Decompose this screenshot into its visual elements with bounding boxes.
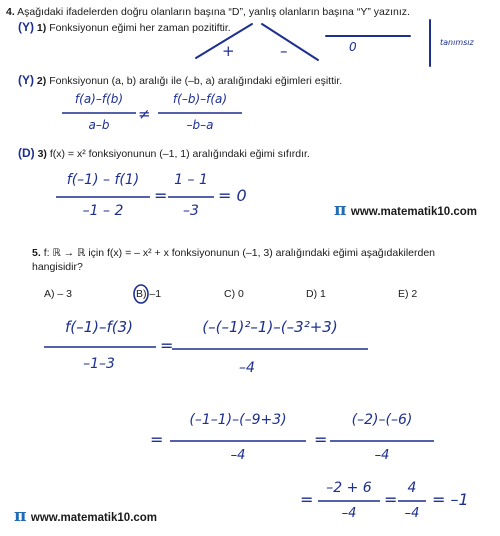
option-c: C) 0 [224, 288, 244, 300]
watermark-text: www.matematik10.com [350, 206, 478, 218]
work3-num: f(–1) – f(1) [66, 172, 140, 188]
q5-l3-num: –2 + 6 [326, 480, 372, 496]
q5-l2-eq: = [150, 430, 164, 449]
pi-logo-icon: π [334, 200, 347, 220]
work2-right-den: –b–a [186, 118, 214, 132]
q5-l3-eq2: = [384, 490, 398, 509]
answer-mark-2: (Y) [18, 73, 34, 87]
work3-den: –1 – 2 [82, 203, 124, 219]
q5-l2-num: (–1–1)–(–9+3) [189, 412, 287, 428]
q5-l2-eq2: = [314, 430, 328, 449]
q5-l3-eq: = [300, 490, 314, 509]
q5-l3-den: –4 [341, 506, 357, 521]
work2-right-num: f(–b)–f(a) [172, 92, 228, 106]
item-1-number: 1) [36, 22, 47, 34]
q5-l1-num: f(–1)–f(3) [64, 318, 134, 336]
q5-text: f: ℝ → ℝ için f(x) = – x² + x fonksiyonunun (–1, 3) aralığındaki eğimi aşağıdakilerden [43, 247, 436, 259]
answer-mark-1: (Y) [18, 20, 34, 34]
watermark-bottom [14, 506, 157, 526]
option-a: A) – 3 [44, 288, 73, 300]
item-2-text: Fonksiyonun (a, b) aralığı ile (–b, a) aralığındaki eğimleri eşittir. [49, 75, 343, 87]
label-minus: – [280, 42, 288, 60]
q5-l3-result: = –1 [432, 490, 469, 509]
q5-l3-num2: 4 [407, 480, 417, 496]
q5-l1-rhs-den: –4 [239, 360, 255, 376]
label-zero: 0 [349, 40, 357, 54]
work3-den2: –3 [183, 203, 199, 219]
pi-logo-icon-bottom: π [14, 506, 27, 526]
item-2-number: 2) [36, 75, 47, 87]
item-3-text: f(x) = x² fonksiyonunun (–1, 1) aralığındaki eğimi sıfırdır. [49, 148, 310, 160]
q5-l1-den: –1–3 [83, 356, 115, 372]
item-3-number: 3) [37, 148, 47, 160]
work2-left-num: f(a)–f(b) [74, 92, 124, 106]
q5-l2-den: –4 [230, 448, 246, 463]
watermark-text-bottom: www.matematik10.com [30, 512, 158, 524]
q5-l1-eq: = [160, 336, 174, 355]
work2-left-den: a–b [88, 118, 110, 132]
q5-number: 5. [32, 247, 41, 259]
option-d: D) 1 [306, 288, 326, 300]
work3-num2: 1 – 1 [174, 172, 208, 188]
q5-line-2: hangisidir? [32, 261, 83, 273]
label-plus: + [222, 42, 235, 60]
q5-l2-den2: –4 [374, 448, 390, 463]
q4-instruction: Aşağıdaki ifadelerden doğru olanların başına “D”, yanlış olanların başına “Y” yazınız. [17, 6, 410, 18]
answer-mark-3: (D) [18, 146, 35, 160]
work2-neq: ≠ [138, 105, 151, 123]
option-b: B) –1 [136, 288, 162, 300]
q5-l3-den2: –4 [404, 506, 420, 521]
label-undefined: tanımsız [440, 38, 474, 47]
q4-number: 4. [6, 6, 15, 18]
q5-l2-num2: (–2)–(–6) [351, 412, 413, 428]
item-1-text: Fonksiyonun eğimi her zaman pozitiftir. [49, 22, 231, 34]
work3-result: = 0 [218, 186, 247, 205]
work3-eq: = [154, 186, 168, 205]
q5-l1-rhs-num: (–(–1)²–1)–(–3²+3) [202, 318, 338, 336]
option-e: E) 2 [398, 288, 418, 300]
